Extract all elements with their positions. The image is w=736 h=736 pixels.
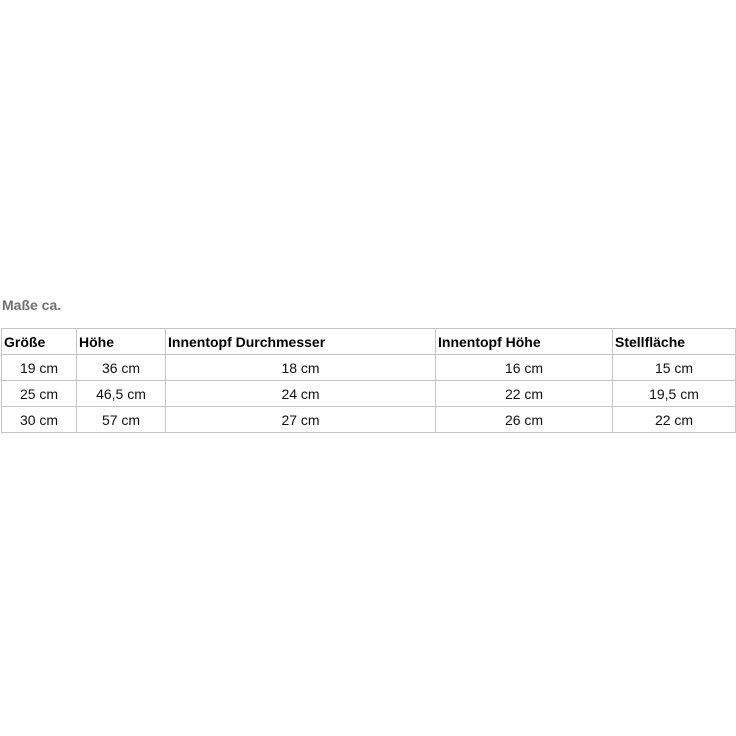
cell-innentopf-hoehe: 22 cm bbox=[436, 381, 613, 407]
cell-innentopf-durchmesser: 24 cm bbox=[166, 381, 436, 407]
cell-hoehe: 36 cm bbox=[77, 355, 166, 381]
header-groesse: Größe bbox=[2, 329, 77, 355]
table-row bbox=[2, 381, 736, 407]
header-innentopf-durchmesser: Innentopf Durchmesser bbox=[166, 329, 436, 355]
cell-stellflaeche: 15 cm bbox=[613, 355, 736, 381]
cell-innentopf-hoehe: 26 cm bbox=[436, 407, 613, 433]
cell-hoehe: 57 cm bbox=[77, 407, 166, 433]
cell-hoehe: 46,5 cm bbox=[77, 381, 166, 407]
table-caption: Maße ca. bbox=[2, 297, 62, 313]
cell-stellflaeche: 19,5 cm bbox=[613, 381, 736, 407]
table-row bbox=[2, 355, 736, 381]
header-hoehe: Höhe bbox=[77, 329, 166, 355]
cell-innentopf-durchmesser: 27 cm bbox=[166, 407, 436, 433]
cell-groesse: 19 cm bbox=[2, 355, 77, 381]
cell-groesse: 25 cm bbox=[2, 381, 77, 407]
cell-stellflaeche: 22 cm bbox=[613, 407, 736, 433]
cell-groesse: 30 cm bbox=[2, 407, 77, 433]
cell-innentopf-durchmesser: 18 cm bbox=[166, 355, 436, 381]
table-header-row bbox=[2, 329, 736, 355]
header-stellflaeche: Stellfläche bbox=[613, 329, 736, 355]
header-innentopf-hoehe: Innentopf Höhe bbox=[436, 329, 613, 355]
cell-innentopf-hoehe: 16 cm bbox=[436, 355, 613, 381]
dimensions-table bbox=[1, 328, 736, 433]
table-row bbox=[2, 407, 736, 433]
